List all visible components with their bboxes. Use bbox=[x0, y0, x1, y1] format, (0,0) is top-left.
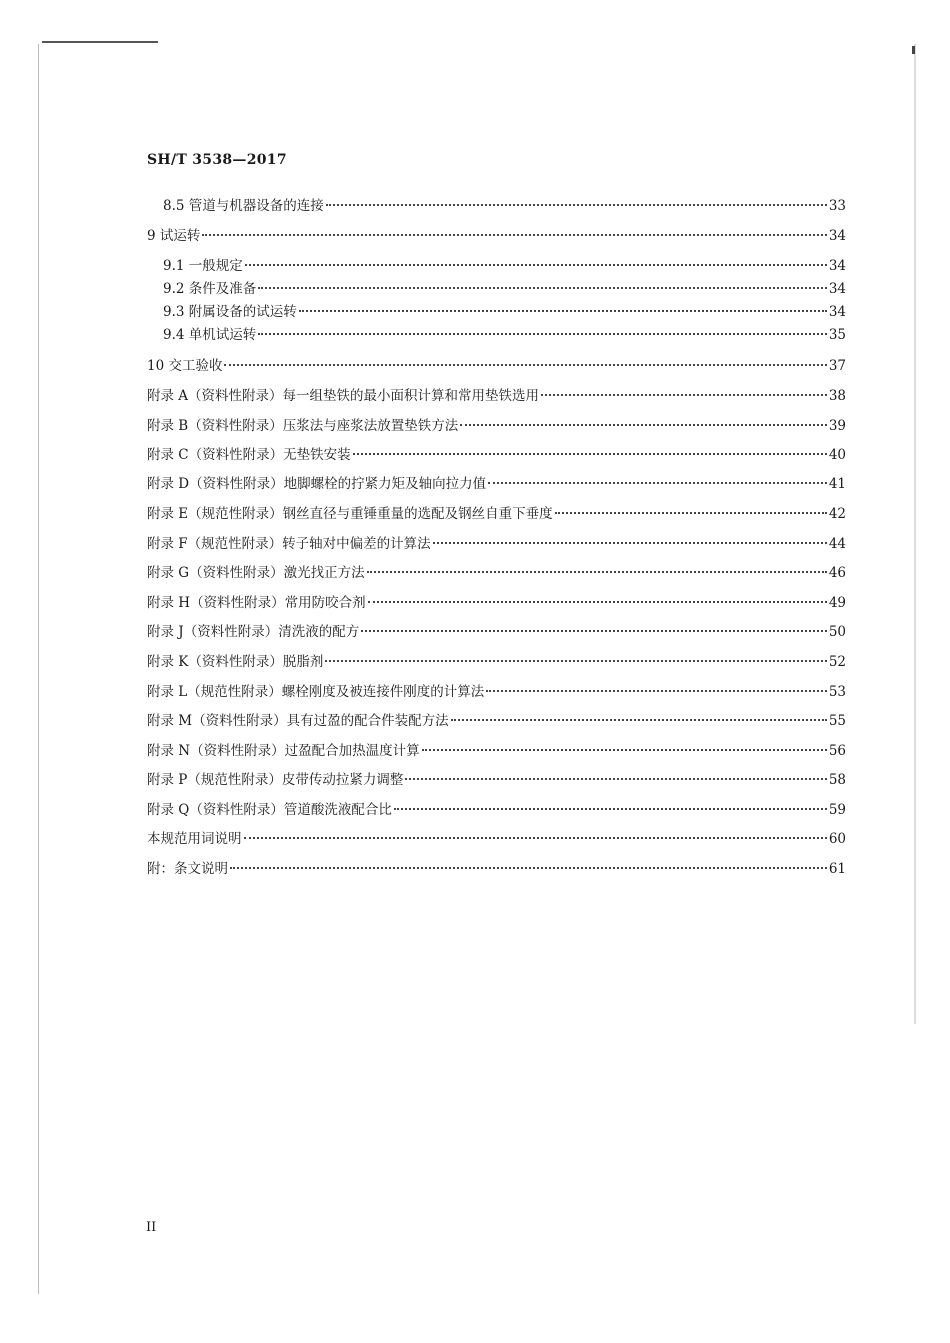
toc-entry-page: 42 bbox=[828, 506, 846, 522]
toc-entry-page: 40 bbox=[828, 447, 846, 463]
toc-entry[interactable] bbox=[147, 356, 846, 376]
toc-entry[interactable] bbox=[147, 445, 846, 465]
toc-entry-title: 附录 D（资料性附录）地脚螺栓的拧紧力矩及轴向拉力值 bbox=[147, 476, 487, 492]
toc-dot-leader bbox=[367, 571, 827, 573]
toc-entry[interactable] bbox=[163, 302, 846, 322]
toc-dot-leader bbox=[541, 394, 827, 396]
toc-dot-leader bbox=[224, 364, 826, 366]
toc-entry-title: 附录 E（规范性附录）钢丝直径与重锤重量的选配及钢丝自重下垂度 bbox=[147, 506, 553, 522]
toc-entry-page: 41 bbox=[828, 476, 846, 492]
toc-entry[interactable] bbox=[163, 256, 846, 276]
toc-entry[interactable] bbox=[147, 682, 846, 702]
scan-edge-left bbox=[38, 44, 39, 1294]
toc-dot-leader bbox=[299, 310, 827, 312]
toc-entry[interactable] bbox=[163, 325, 846, 345]
toc-dot-leader bbox=[368, 601, 827, 603]
toc-entry[interactable] bbox=[147, 474, 846, 494]
toc-entry[interactable] bbox=[147, 416, 846, 436]
toc-entry-page: 35 bbox=[828, 327, 846, 343]
scan-mark bbox=[912, 46, 915, 54]
toc-dot-leader bbox=[258, 333, 827, 335]
toc-entry-title: 本规范用词说明 bbox=[147, 831, 242, 847]
toc-entry-page: 38 bbox=[828, 388, 846, 404]
toc-entry[interactable] bbox=[147, 741, 846, 761]
toc-entry-title: 附录 L（规范性附录）螺栓刚度及被连接件刚度的计算法 bbox=[147, 684, 485, 700]
toc-entry-page: 58 bbox=[828, 772, 846, 788]
toc-entry-page: 34 bbox=[828, 281, 846, 297]
toc-entry-page: 34 bbox=[828, 304, 846, 320]
toc-entry[interactable] bbox=[147, 563, 846, 583]
toc-entry[interactable] bbox=[147, 652, 846, 672]
toc-dot-leader bbox=[555, 512, 827, 514]
toc-dot-leader bbox=[405, 778, 826, 780]
page-number: II bbox=[146, 1220, 157, 1235]
toc-entry-page: 56 bbox=[828, 743, 846, 759]
toc-entry-page: 53 bbox=[828, 684, 846, 700]
toc-entry-page: 60 bbox=[828, 831, 846, 847]
toc-entry-title: 附录 M（资料性附录）具有过盈的配合件装配方法 bbox=[147, 713, 449, 729]
toc-entry[interactable] bbox=[147, 504, 846, 524]
toc-entry-page: 37 bbox=[828, 358, 846, 374]
toc-entry-title: 附录 P（规范性附录）皮带传动拉紧力调整 bbox=[147, 772, 404, 788]
toc-entry[interactable] bbox=[147, 770, 846, 790]
toc-dot-leader bbox=[244, 837, 827, 839]
toc-dot-leader bbox=[258, 287, 827, 289]
toc-entry[interactable] bbox=[147, 593, 846, 613]
toc-dot-leader bbox=[325, 660, 826, 662]
toc-entry-title: 附录 B（资料性附录）压浆法与座浆法放置垫铁方法 bbox=[147, 418, 459, 434]
toc-entry-page: 61 bbox=[828, 861, 846, 877]
scan-edge-right bbox=[914, 44, 916, 1024]
toc-dot-leader bbox=[460, 424, 827, 426]
toc-dot-leader bbox=[451, 719, 827, 721]
toc-dot-leader bbox=[422, 749, 827, 751]
toc-entry-page: 39 bbox=[828, 418, 846, 434]
toc-entry[interactable] bbox=[147, 800, 846, 820]
toc-dot-leader bbox=[353, 453, 827, 455]
toc-entry-title: 9.3 附属设备的试运转 bbox=[163, 304, 297, 320]
toc-entry-page: 34 bbox=[828, 258, 846, 274]
toc-entry-page: 34 bbox=[828, 228, 846, 244]
toc-entry-page: 46 bbox=[828, 565, 846, 581]
toc-entry-title: 附录 F（规范性附录）转子轴对中偏差的计算法 bbox=[147, 536, 431, 552]
toc-entry[interactable] bbox=[147, 386, 846, 406]
toc-entry-page: 44 bbox=[828, 536, 846, 552]
scan-edge-top bbox=[42, 41, 158, 43]
toc-entry-title: 附录 G（资料性附录）激光找正方法 bbox=[147, 565, 365, 581]
toc-entry[interactable] bbox=[147, 859, 846, 879]
toc-entry-page: 33 bbox=[828, 198, 846, 214]
toc-entry-page: 59 bbox=[828, 802, 846, 818]
document-code: SH/T 3538—2017 bbox=[147, 152, 287, 168]
toc-entry-title: 附录 J（资料性附录）清洗液的配方 bbox=[147, 624, 360, 640]
toc-dot-leader bbox=[361, 630, 827, 632]
toc-entry[interactable] bbox=[147, 829, 846, 849]
toc-entry-page: 52 bbox=[828, 654, 846, 670]
toc-dot-leader bbox=[245, 264, 827, 266]
toc-entry[interactable] bbox=[147, 226, 846, 246]
toc-entry-page: 49 bbox=[828, 595, 846, 611]
toc-entry[interactable] bbox=[147, 711, 846, 731]
toc-dot-leader bbox=[488, 482, 827, 484]
toc-entry-title: 附录 C（资料性附录）无垫铁安装 bbox=[147, 447, 351, 463]
toc-dot-leader bbox=[486, 690, 827, 692]
toc-dot-leader bbox=[326, 204, 827, 206]
toc-entry-title: 附录 N（资料性附录）过盈配合加热温度计算 bbox=[147, 743, 420, 759]
toc-entry-title: 附录 Q（资料性附录）管道酸洗液配合比 bbox=[147, 802, 392, 818]
toc-entry-title: 9.4 单机试运转 bbox=[163, 327, 257, 343]
toc-entry[interactable] bbox=[147, 534, 846, 554]
toc-dot-leader bbox=[394, 808, 827, 810]
toc-entry-title: 9.2 条件及准备 bbox=[163, 281, 257, 297]
toc-entry-title: 附：条文说明 bbox=[147, 861, 228, 877]
toc-dot-leader bbox=[433, 542, 827, 544]
toc-entry-title: 附录 A（资料性附录）每一组垫铁的最小面积计算和常用垫铁选用 bbox=[147, 388, 540, 404]
toc-entry-title: 9.1 一般规定 bbox=[163, 258, 243, 274]
toc-entry[interactable] bbox=[147, 622, 846, 642]
toc-entry-title: 附录 H（资料性附录）常用防咬合剂 bbox=[147, 595, 366, 611]
toc-dot-leader bbox=[202, 234, 826, 236]
toc-entry-title: 8.5 管道与机器设备的连接 bbox=[163, 198, 324, 214]
toc-entry-page: 50 bbox=[828, 624, 846, 640]
toc-entry-title: 附录 K（资料性附录）脱脂剂 bbox=[147, 654, 324, 670]
toc-dot-leader bbox=[230, 867, 827, 869]
toc-entry-title: 10 交工验收 bbox=[147, 358, 223, 374]
toc-entry[interactable] bbox=[163, 279, 846, 299]
toc-entry[interactable] bbox=[163, 196, 846, 216]
toc-entry-title: 9 试运转 bbox=[147, 228, 201, 244]
toc-entry-page: 55 bbox=[828, 713, 846, 729]
